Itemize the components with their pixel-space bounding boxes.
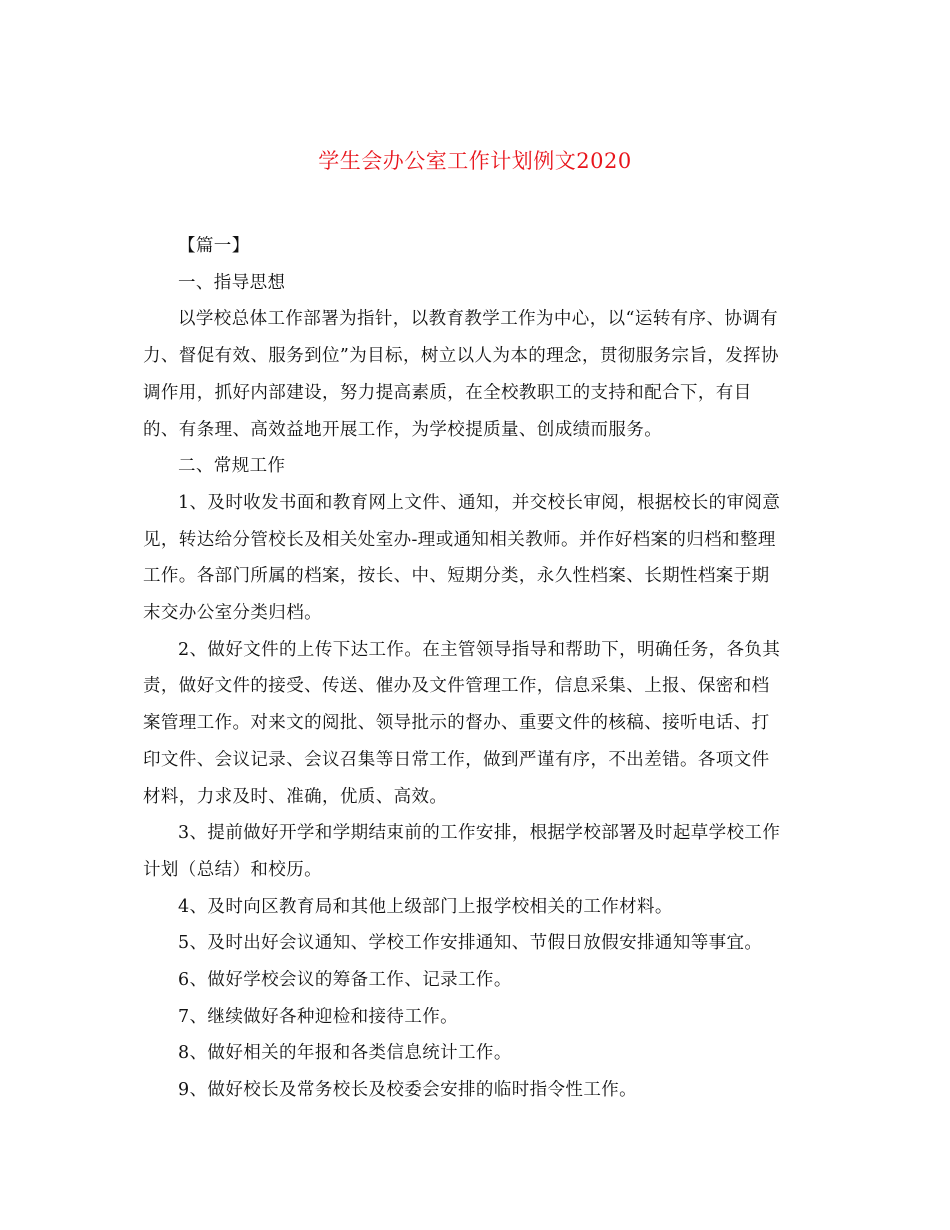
list-item-2 xyxy=(143,632,808,816)
document-body xyxy=(143,228,808,1109)
text-line: 见，转达给分管校长及相关处室办-理或通知相关教师。并作好档案的归档和整理 xyxy=(143,529,776,550)
text-line: 的、有条理、高效益地开展工作，为学校提质量、创成绩而服务。 xyxy=(143,419,663,440)
text-line: 案管理工作。对来文的阅批、领导批示的督办、重要文件的核稿、接听电话、打 xyxy=(143,713,770,734)
list-item-6: 6、做好学校会议的筹备工作、记录工作。 xyxy=(178,970,512,991)
list-item-9: 9、做好校长及常务校长及校委会安排的临时指令性工作。 xyxy=(178,1080,638,1101)
heading-guiding-ideology: 一、指导思想 xyxy=(178,272,286,293)
document-title: 学生会办公室工作计划例文2020 xyxy=(318,149,632,173)
text-line: 调作用，抓好内部建设，努力提高素质，在全校教职工的支持和配合下，有目 xyxy=(143,382,752,403)
text-line: 末交办公室分类归档。 xyxy=(143,603,322,624)
paragraph-guiding-ideology xyxy=(143,301,808,448)
text-line: 3、提前做好开学和学期结束前的工作安排，根据学校部署及时起草学校工作 xyxy=(178,823,781,844)
text-line: 计划（总结）和校历。 xyxy=(143,859,322,880)
list-item-3 xyxy=(143,815,808,888)
list-item-8: 8、做好相关的年报和各类信息统计工作。 xyxy=(178,1043,512,1064)
heading-routine-work: 二、常规工作 xyxy=(178,456,286,477)
list-item-1 xyxy=(143,485,808,632)
list-item-4: 4、及时向区教育局和其他上级部门上报学校相关的工作材料。 xyxy=(178,896,673,917)
section-heading: 【篇一】 xyxy=(178,236,250,256)
text-line: 1、及时收发书面和教育网上文件、通知，并交校长审阅，根据校长的审阅意 xyxy=(178,492,781,513)
list-item-5: 5、及时出好会议通知、学校工作安排通知、节假日放假安排通知等事宜。 xyxy=(178,933,763,954)
text-line: 材料，力求及时、准确，优质、高效。 xyxy=(143,786,448,807)
text-line: 工作。各部门所属的档案，按长、中、短期分类，永久性档案、长期性档案于期 xyxy=(143,566,770,587)
list-item-7: 7、继续做好各种迎检和接待工作。 xyxy=(178,1006,459,1027)
text-line: 责，做好文件的接受、传送、催办及文件管理工作，信息采集、上报、保密和档 xyxy=(143,676,770,697)
text-line: 2、做好文件的上传下达工作。在主管领导指导和帮助下，明确任务，各负其 xyxy=(178,639,781,660)
text-line: 力、督促有效、服务到位”为目标，树立以人为本的理念，贯彻服务宗旨，发挥协 xyxy=(143,346,779,367)
text-line: 印文件、会议记录、会议召集等日常工作，做到严谨有序，不出差错。各项文件 xyxy=(143,749,770,770)
text-line: 以学校总体工作部署为指针，以教育教学工作为中心，以“运转有序、协调有 xyxy=(178,309,779,330)
